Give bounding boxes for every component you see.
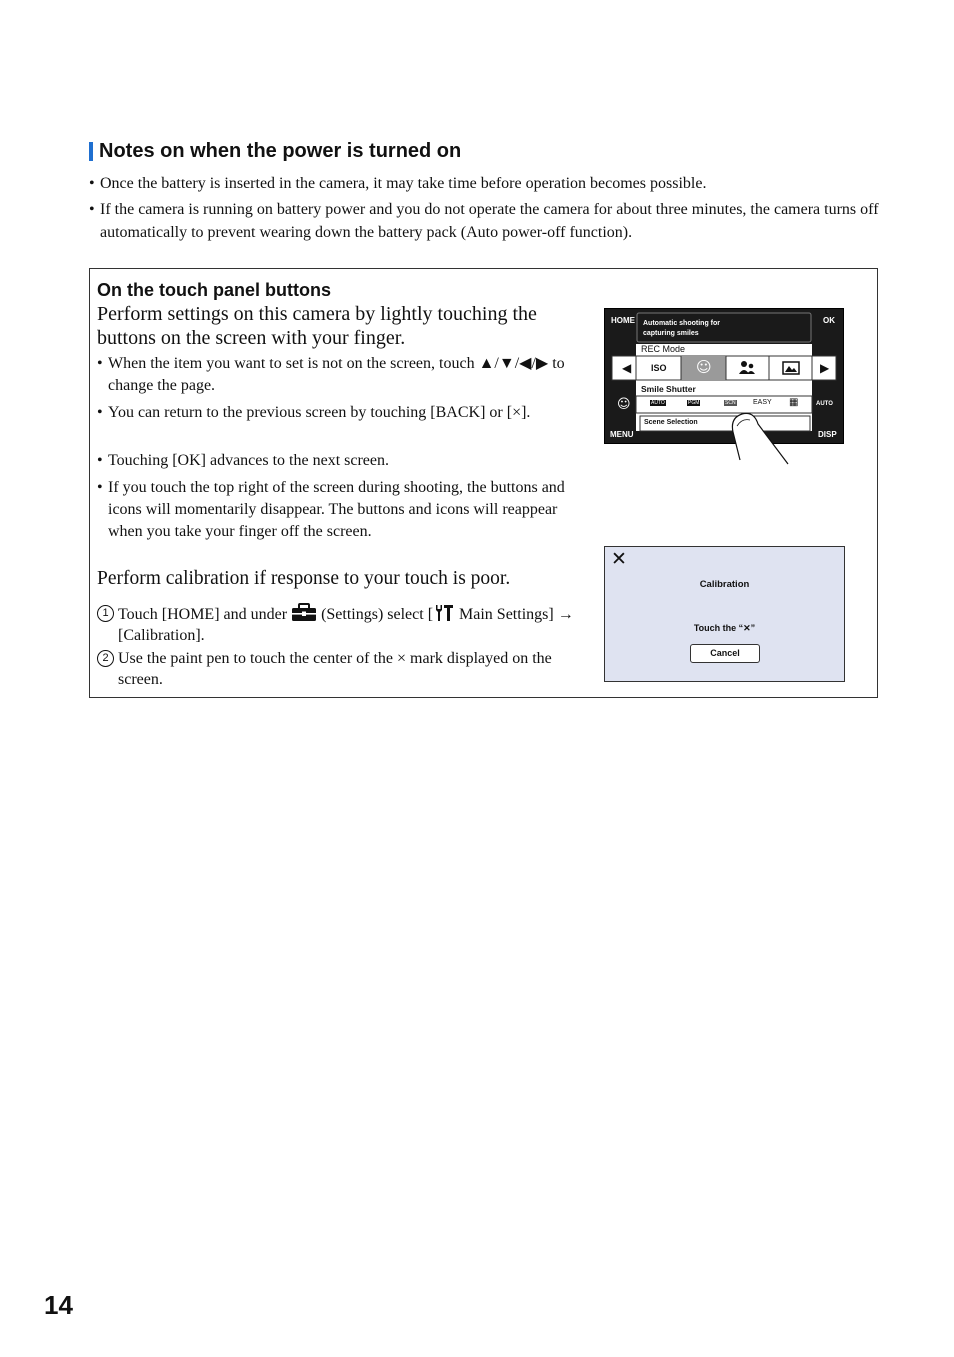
- toolbox-icon: [291, 603, 317, 622]
- left-arrow-icon[interactable]: ◀: [622, 361, 632, 375]
- calibration-title: Calibration: [699, 579, 750, 590]
- finger-icon: [730, 408, 800, 468]
- right-arrow-icon[interactable]: ▶: [820, 361, 830, 375]
- people-icon[interactable]: [738, 360, 756, 376]
- list-item: • You can return to the previous screen by touching [BACK] or [×].: [97, 404, 531, 421]
- section-heading: [89, 140, 461, 163]
- smile-shutter-label: Smile Shutter: [641, 384, 696, 394]
- menu-button[interactable]: MENU: [610, 430, 634, 439]
- arrow-keys: ▲/▼/◀/▶: [478, 355, 549, 372]
- rec-mode-label: REC Mode: [641, 344, 686, 354]
- scene-selection-label: Scene Selection: [644, 419, 698, 426]
- camera-screen-calibration: [604, 546, 845, 682]
- step-number: 1: [97, 605, 114, 622]
- pgm-mode-icon[interactable]: PGM: [688, 400, 700, 406]
- wrench-icon: [433, 604, 455, 622]
- list-item: • When the item you want to set is not on the screen, touch ▲/▼/◀/▶ to change the page.: [97, 355, 565, 394]
- smile-icon[interactable]: ☺: [696, 358, 712, 376]
- page-number: 14: [44, 1290, 73, 1320]
- easy-mode-icon[interactable]: EASY: [753, 399, 772, 406]
- bullet-item: • Once the battery is inserted in the camera, it may take time before operation becomes possible.: [89, 175, 707, 192]
- scn-mode-icon[interactable]: SCN: [725, 400, 736, 406]
- cancel-button[interactable]: Cancel: [690, 644, 760, 663]
- ok-button[interactable]: OK: [823, 316, 835, 325]
- disp-button[interactable]: DISP: [818, 430, 837, 439]
- section-title: Notes on when the power is turned on: [99, 140, 462, 162]
- smile-status-icon: ☺: [617, 397, 631, 412]
- box-lead: Perform settings on this camera by lightly touching the buttons on the screen with your finger.: [97, 303, 537, 349]
- calibration-lead: Perform calibration if response to your touch is poor.: [97, 568, 511, 589]
- list-item: • If you touch the top right of the screen during shooting, the buttons and icons will momentarily disappear. The buttons and icons will reappear when you take your finger off the screen.: [97, 479, 565, 540]
- movie-icon[interactable]: ▦: [789, 397, 799, 408]
- iauto-icon: AUTO: [816, 401, 833, 407]
- step-1: 1 Touch [HOME] and under (Settings) select [ Main Settings] → [Calibration].: [97, 603, 587, 646]
- step-number: 2: [97, 650, 114, 667]
- bullet-item: • If the camera is running on battery power and you do not operate the camera for about three minutes, the camera turns off automatically to prevent wearing down the battery pack (Auto power-off function).: [89, 201, 879, 241]
- camera-screen-rec-mode: [604, 308, 844, 468]
- iso-button[interactable]: ISO: [651, 363, 667, 373]
- close-icon[interactable]: ✕: [611, 548, 627, 570]
- landscape-icon[interactable]: [782, 361, 800, 375]
- auto-mode-icon[interactable]: AUTO: [651, 400, 665, 406]
- step-2: 2 Use the paint pen to touch the center of the × mark displayed on the screen.: [97, 648, 587, 690]
- heading-bar: [89, 142, 93, 161]
- list-item: • Touching [OK] advances to the next screen.: [97, 452, 389, 469]
- home-button[interactable]: HOME: [611, 316, 635, 325]
- box-title: On the touch panel buttons: [97, 280, 331, 300]
- calibration-instruction: Touch the “✕”: [693, 623, 756, 633]
- tooltip: Automatic shooting for capturing smiles: [643, 320, 720, 337]
